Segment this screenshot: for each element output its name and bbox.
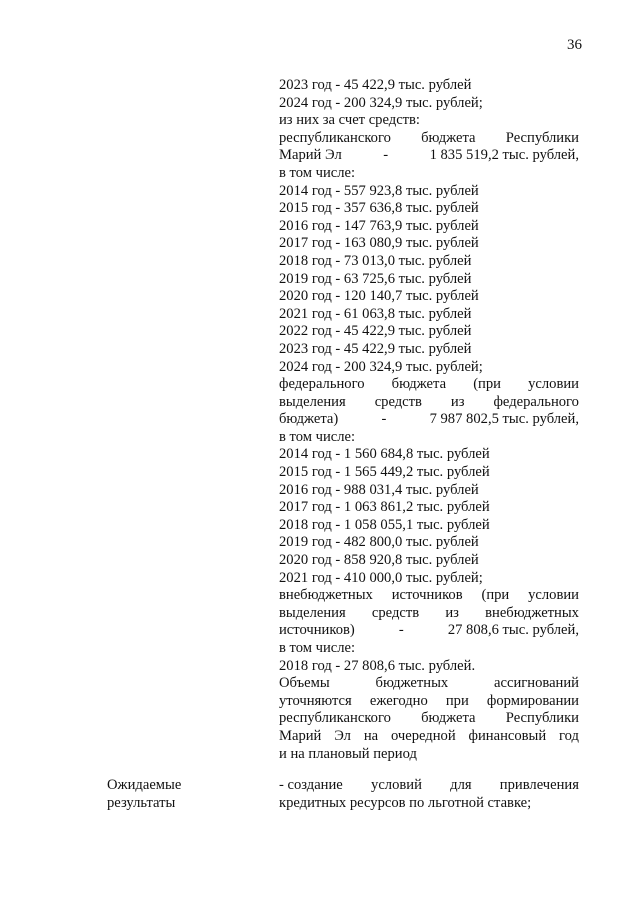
text-line: 2021 год - 61 063,8 тыс. рублей [279,305,472,322]
text-word: ассигнований [494,675,579,692]
text-line: в том числе: [279,428,356,445]
text-line: в том числе: [279,164,356,181]
text-word: средств [374,393,422,410]
text-word: Республики [505,710,579,727]
text-line: 2020 год - 120 140,7 тыс. рублей [279,288,479,305]
text-word: федерального [493,393,579,410]
text-word: выделения [279,604,346,621]
text-line: 2015 год - 1 565 449,2 тыс. рублей [279,464,490,481]
text-word: внебюджетных [485,604,579,621]
expected-results-label [107,777,227,812]
text-word: выделения [279,393,346,410]
text-word: источников [391,587,463,604]
text-word: (при [481,587,510,604]
text-line [279,587,579,605]
text-line: 2016 год - 988 031,4 тыс. рублей [279,481,479,498]
text-line: 2017 год - 1 063 861,2 тыс. рублей [279,499,490,516]
text-line [279,394,579,412]
text-line: 2023 год - 45 422,9 тыс. рублей [279,77,472,93]
text-line [279,693,579,711]
text-word: - [383,147,389,164]
text-word: уточняются [279,692,352,709]
text-word: на [363,727,379,744]
text-line: 2022 год - 45 422,9 тыс. рублей [279,323,472,340]
text-line [279,411,579,429]
text-line: из них за счет средств: [279,112,420,129]
text-line [279,376,579,394]
text-word: 27 808,6 тыс. рублей, [447,622,579,639]
text-line: в том числе: [279,640,356,656]
text-word: Марий [279,727,322,744]
text-word: республиканского [279,710,391,727]
text-word: средств [371,604,420,621]
text-line: 2020 год - 858 920,8 тыс. рублей [279,552,479,569]
text-line [279,710,579,728]
text-word: 1 835 519,2 тыс. рублей, [429,147,579,164]
funding-text-block [279,77,579,763]
text-word: внебюджетных [279,587,373,604]
text-line: 2015 год - 357 636,8 тыс. рублей [279,200,479,217]
text-word: республиканского [279,129,391,146]
text-word: источников) [279,622,355,639]
text-line: 2018 год - 1 058 055,1 тыс. рублей [279,516,490,533]
text-line [279,130,579,148]
text-word: - [398,622,404,639]
text-line: 2018 год - 73 013,0 тыс. рублей [279,252,472,269]
text-word: очередной [390,727,456,744]
text-word: бюджетных [375,675,449,692]
text-word: формировании [486,692,579,709]
expected-results-text [279,777,579,812]
text-word: бюджета [421,710,476,727]
text-line [279,675,579,693]
text-line: 2023 год - 45 422,9 тыс. рублей [279,340,472,357]
text-word: условии [528,587,579,604]
label-line: Ожидаемые [107,777,182,793]
text-word: финансовый [468,727,547,744]
text-word: условии [528,376,579,393]
text-word: бюджета [421,129,476,146]
text-line: кредитных ресурсов по льготной ставке; [279,794,532,811]
text-line [279,728,579,746]
text-line: 2021 год - 410 000,0 тыс. рублей; [279,569,483,586]
text-word: Эл [334,727,351,744]
text-line: 2014 год - 1 560 684,8 тыс. рублей [279,446,490,463]
text-line: 2019 год - 63 725,6 тыс. рублей [279,270,472,287]
text-word: (при [473,376,501,393]
text-word: - создание [279,777,343,793]
text-word: условий [371,777,422,793]
text-line: 2018 год - 27 808,6 тыс. рублей. [279,657,476,674]
text-word: Марий Эл [279,147,342,164]
text-word: Объемы [279,675,330,692]
text-line [279,605,579,623]
text-word: из [450,393,465,410]
text-word: федерального [279,376,365,393]
page-number: 36 [567,37,582,53]
text-line [279,622,579,640]
text-line: 2019 год - 482 800,0 тыс. рублей [279,534,479,551]
text-line: 2024 год - 200 324,9 тыс. рублей; [279,358,483,375]
text-word: 7 987 802,5 тыс. рублей, [429,411,579,428]
text-word: год [559,727,579,744]
text-word: для [450,777,472,793]
text-word: бюджета [391,376,447,393]
text-line: и на плановый период [279,745,417,762]
text-word: привлечения [499,777,579,793]
text-line: 2016 год - 147 763,9 тыс. рублей [279,217,479,234]
text-line: 2014 год - 557 923,8 тыс. рублей [279,182,479,199]
text-word: ежегодно [369,692,428,709]
text-line: 2017 год - 163 080,9 тыс. рублей [279,235,479,252]
text-word: Республики [505,129,579,146]
text-word: - [381,411,387,428]
label-line: результаты [107,794,176,811]
text-word: бюджета) [279,411,339,428]
text-line [279,777,579,795]
text-line: 2024 год - 200 324,9 тыс. рублей; [279,94,483,111]
text-word: при [445,692,469,709]
text-line [279,147,579,165]
text-word: из [445,604,459,621]
